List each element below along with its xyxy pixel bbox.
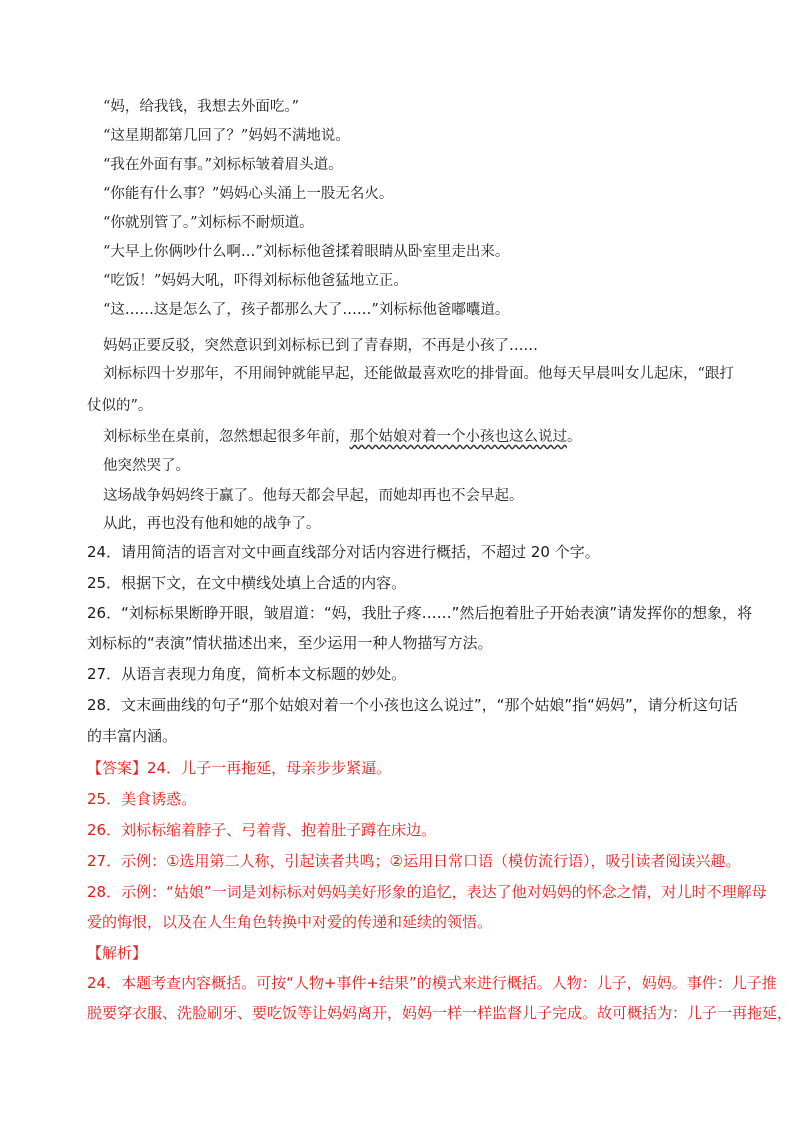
story-text: 。 <box>567 429 582 445</box>
story-paragraph: 从此，再也没有他和她的战争了。 <box>103 516 321 532</box>
story-line: “你能有什么事？”妈妈心头涌上一股无名火。 <box>103 186 394 202</box>
story-paragraph-sit <box>103 427 582 447</box>
story-line: “吃饭！”妈妈大吼，吓得刘标标他爸猛地立正。 <box>103 273 408 289</box>
story-line: “妈，给我钱，我想去外面吃。” <box>103 99 300 115</box>
story-line: “这……这是怎么了，孩子都那么大了……”刘标标他爸嘟囔道。 <box>103 302 510 318</box>
analysis-header: 【解析】 <box>87 944 148 962</box>
question-25: 25．根据下文，在文中横线处填上合适的内容。 <box>87 574 407 592</box>
story-paragraph: 刘标标四十岁那年，不用闹钟就能早起，还能做最喜欢吃的排骨面。他每天早晨叫女儿起床，“跟打 <box>103 366 734 382</box>
answer-28-continued: 爱的悔恨，以及在人生角色转换中对爱的传递和延续的领悟。 <box>87 913 493 931</box>
story-line: “我在外面有事。”刘标标皱着眉头道。 <box>103 157 343 173</box>
answer-24: 【答案】24．儿子一再拖延，母亲步步紧逼。 <box>87 759 392 777</box>
answer-27: 27．示例：①选用第二人称，引起读者共鸣；②运用日常口语（模仿流行语），吸引读者阅读兴趣。 <box>87 852 741 870</box>
answer-28: 28．示例：“姑娘”一词是刘标标对妈妈美好形象的追忆，表达了他对妈妈的怀念之情，对儿时不理解母 <box>87 883 767 901</box>
story-line: 妈妈正要反驳，突然意识到刘标标已到了青春期，不再是小孩了…… <box>103 338 538 354</box>
analysis-24: 24．本题考查内容概括。可按“人物+事件+结果”的模式来进行概括。人物：儿子，妈妈。事件：儿子推 <box>87 974 777 992</box>
story-line: “大早上你俩吵什么啊…”刘标标他爸揉着眼睛从卧室里走出来。 <box>103 244 510 260</box>
question-26-continued: 刘标标的“表演”情状描述出来，至少运用一种人物描写方法。 <box>87 634 493 652</box>
wavy-underlined-sentence: 那个姑娘对着一个小孩也这么说过 <box>349 429 567 445</box>
answer-25: 25．美食诱惑。 <box>87 790 197 808</box>
story-line: “这星期都第几回了？”妈妈不满地说。 <box>103 128 350 144</box>
story-paragraph: 这场战争妈妈终于赢了。他每天都会早起，而她却再也不会早起。 <box>103 488 524 504</box>
story-paragraph-continued: 仗似的”。 <box>87 398 153 414</box>
question-28: 28．文末画曲线的句子“那个姑娘对着一个小孩也这么说过”，“那个姑娘”指“妈妈”，请分析这句话 <box>87 696 738 714</box>
story-line: “你就别管了。”刘标标不耐烦道。 <box>103 215 314 231</box>
question-27: 27．从语言表现力角度，简析本文标题的妙处。 <box>87 665 407 683</box>
answer-26: 26．刘标标缩着脖子、弓着背、抱着肚子蹲在床边。 <box>87 821 437 839</box>
question-24: 24．请用简洁的语言对文中画直线部分对话内容进行概括，不超过 20 个字。 <box>87 543 600 561</box>
analysis-24-continued: 脱要穿衣服、洗脸刷牙、要吃饭等让妈妈离开，妈妈一样一样监督儿子完成。故可概括为：儿子一再拖延， <box>87 1004 793 1022</box>
question-26: 26．“刘标标果断睁开眼，皱眉道：“妈，我肚子疼……”然后抱着肚子开始表演”请发挥你的想象，将 <box>87 604 753 622</box>
story-paragraph: 他突然哭了。 <box>103 458 190 474</box>
question-28-continued: 的丰富内涵。 <box>87 727 178 745</box>
story-text: 刘标标坐在桌前，忽然想起很多年前， <box>103 429 350 445</box>
